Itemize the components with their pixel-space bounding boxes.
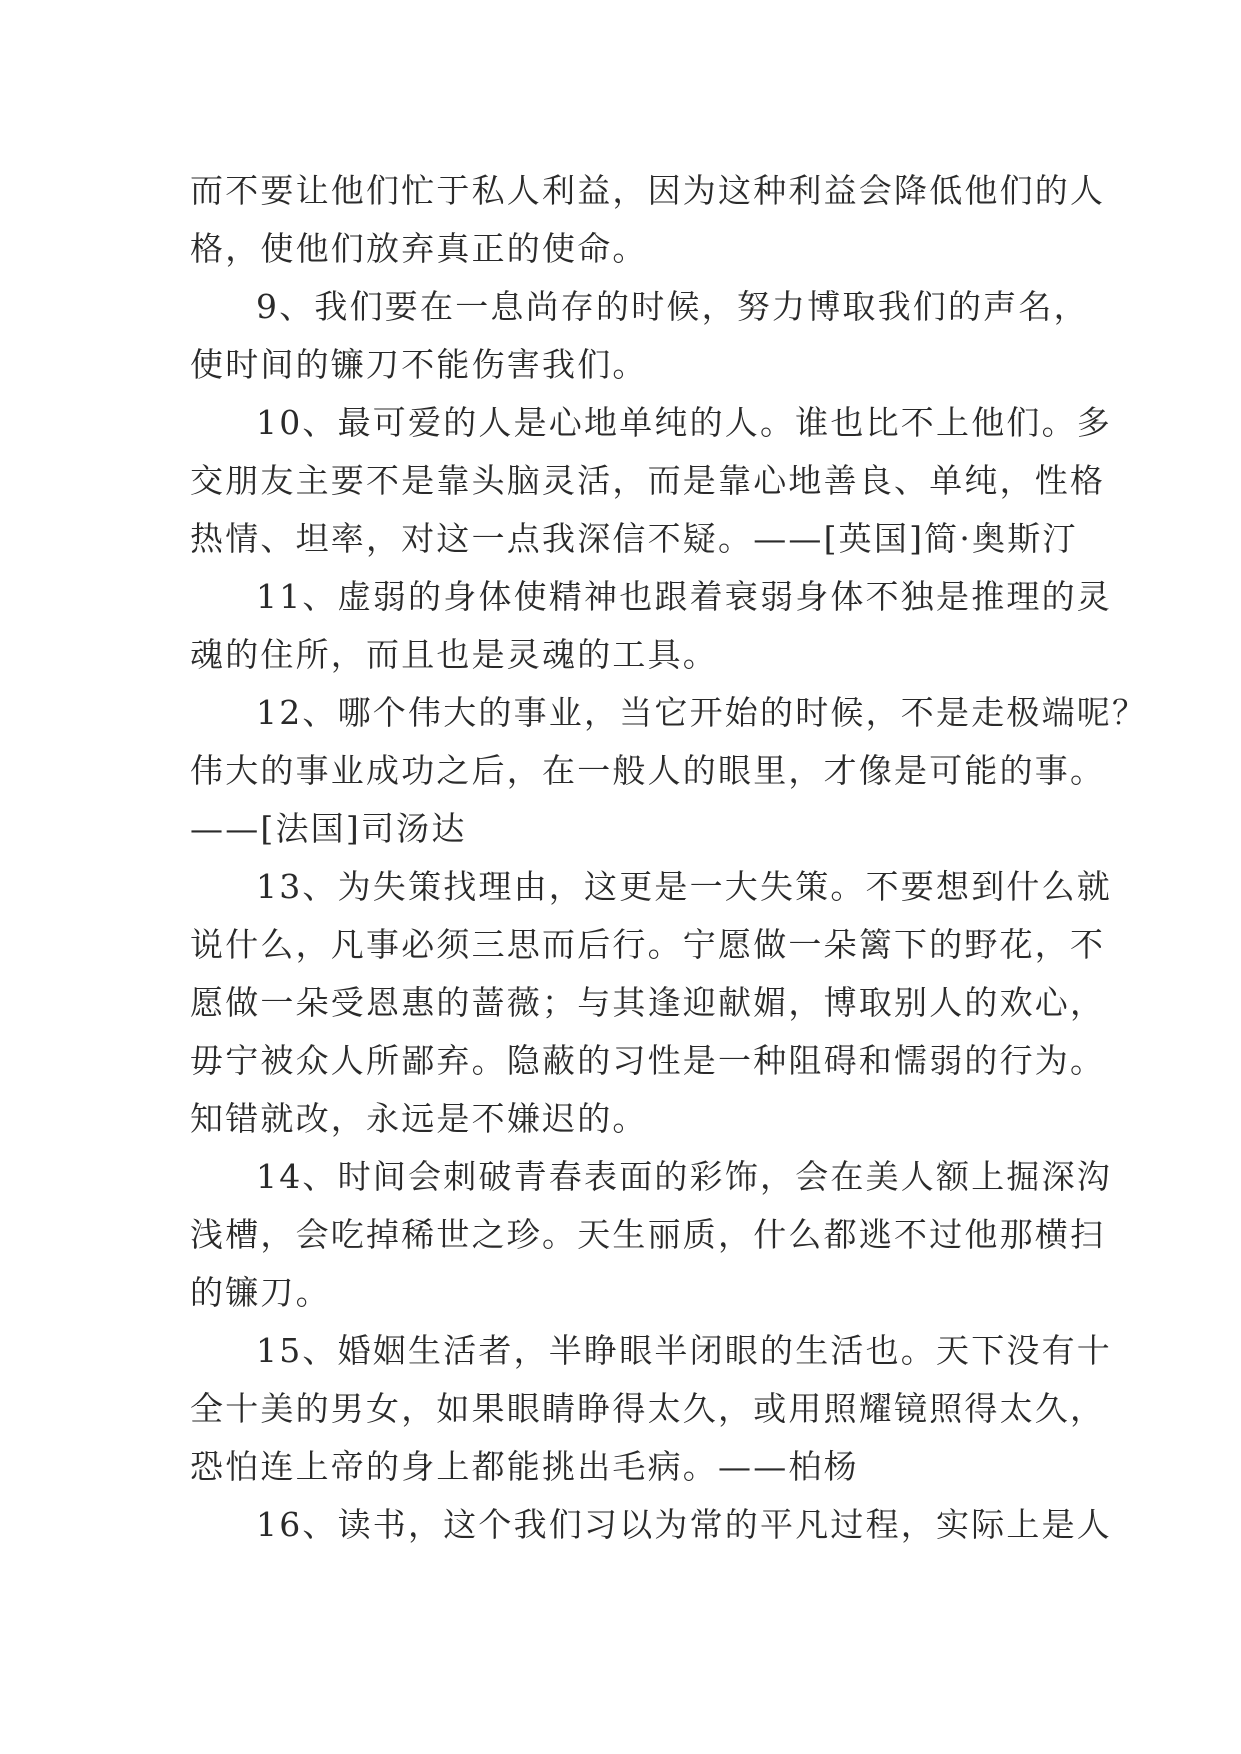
text-line: 14、时间会刺破青春表面的彩饰，会在美人额上掘深沟 xyxy=(256,1157,1112,1196)
text-line: 伟大的事业成功之后，在一般人的眼里，才像是可能的事。 xyxy=(190,751,1106,790)
text-line: 16、读书，这个我们习以为常的平凡过程，实际上是人 xyxy=(256,1505,1112,1544)
text-line: 全十美的男女，如果眼睛睁得太久，或用照耀镜照得太久， xyxy=(190,1389,1106,1428)
text-body xyxy=(190,162,1148,1554)
paragraph xyxy=(190,684,1148,858)
text-line: 愿做一朵受恩惠的蔷薇；与其逢迎献媚，博取别人的欢心， xyxy=(190,983,1106,1022)
text-line: 热情、坦率，对这一点我深信不疑。——[英国]简·奥斯汀 xyxy=(190,519,1078,558)
paragraph xyxy=(190,858,1112,1148)
text-line: 11、虚弱的身体使精神也跟着衰弱身体不独是推理的灵 xyxy=(256,577,1112,616)
text-line: 的镰刀。 xyxy=(190,1273,331,1312)
text-line: 而不要让他们忙于私人利益，因为这种利益会降低他们的人 xyxy=(190,171,1106,210)
paragraph xyxy=(190,1322,1112,1496)
text-line: 15、婚姻生活者，半睁眼半闭眼的生活也。天下没有十 xyxy=(256,1331,1112,1370)
text-line: 10、最可爱的人是心地单纯的人。谁也比不上他们。多 xyxy=(256,403,1112,442)
text-line: ——[法国]司汤达 xyxy=(190,809,467,848)
text-line: 使时间的镰刀不能伤害我们。 xyxy=(190,345,648,384)
paragraph xyxy=(190,278,1089,394)
text-line: 9、我们要在一息尚存的时候，努力博取我们的声名， xyxy=(256,287,1089,326)
text-line: 浅槽，会吃掉稀世之珍。天生丽质，什么都逃不过他那横扫 xyxy=(190,1215,1106,1254)
paragraph xyxy=(190,1148,1112,1322)
paragraph xyxy=(190,1496,1112,1554)
paragraph xyxy=(190,394,1112,568)
paragraph xyxy=(190,162,1106,278)
text-line: 12、哪个伟大的事业，当它开始的时候，不是走极端呢？ xyxy=(256,693,1148,732)
text-line: 毋宁被众人所鄙弃。隐蔽的习性是一种阻碍和懦弱的行为。 xyxy=(190,1041,1106,1080)
text-line: 格，使他们放弃真正的使命。 xyxy=(190,229,648,268)
paragraph xyxy=(190,568,1112,684)
text-line: 恐怕连上帝的身上都能挑出毛病。——柏杨 xyxy=(190,1447,859,1486)
text-line: 魂的住所，而且也是灵魂的工具。 xyxy=(190,635,718,674)
text-line: 说什么，凡事必须三思而后行。宁愿做一朵篱下的野花，不 xyxy=(190,925,1106,964)
text-line: 知错就改，永远是不嫌迟的。 xyxy=(190,1099,648,1138)
text-line: 交朋友主要不是靠头脑灵活，而是靠心地善良、单纯，性格 xyxy=(190,461,1106,500)
text-line: 13、为失策找理由，这更是一大失策。不要想到什么就 xyxy=(256,867,1112,906)
